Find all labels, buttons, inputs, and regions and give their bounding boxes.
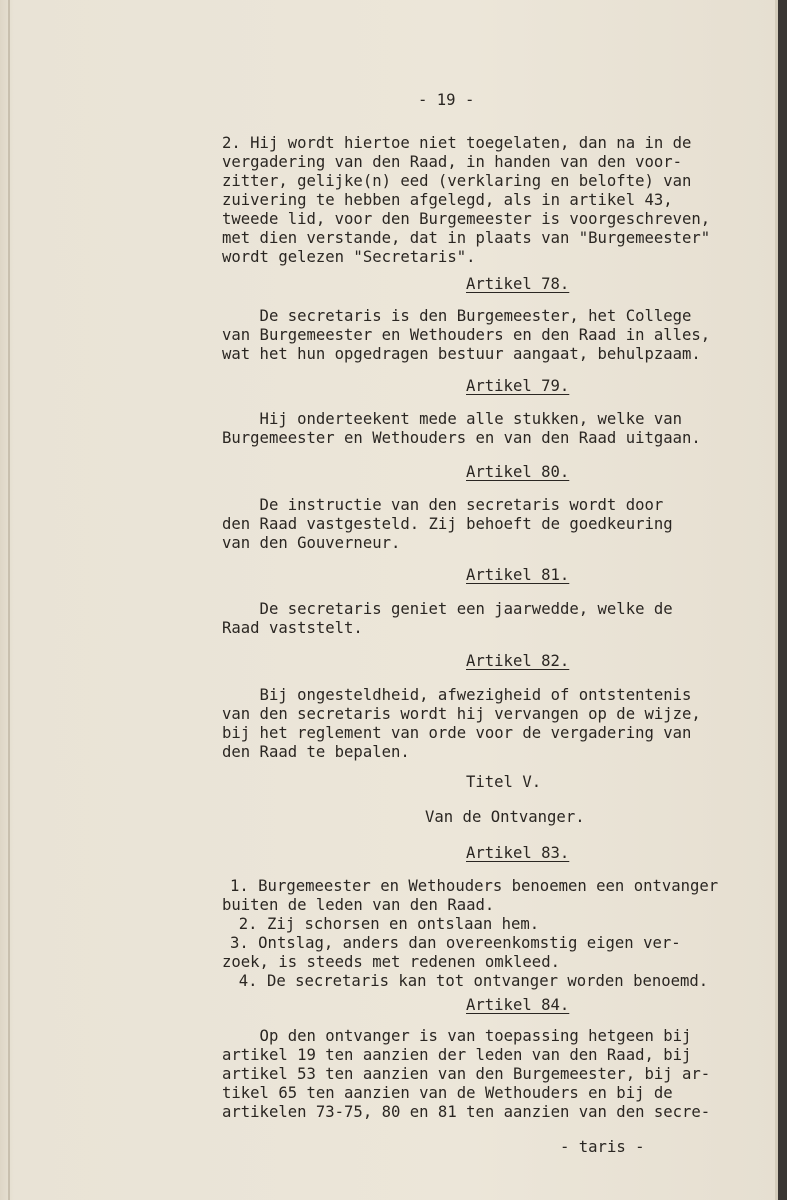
text-line: tikel 65 ten aanzien van de Wethouders en bij de bbox=[222, 1084, 673, 1102]
text-line: met dien verstande, dat in plaats van "Burgemeester" bbox=[222, 229, 711, 247]
article-82-paragraph bbox=[222, 686, 701, 762]
text-line: wat het hun opgedragen bestuur aangaat, behulpzaam. bbox=[222, 345, 701, 363]
section-2-paragraph bbox=[222, 134, 710, 267]
text-line: van den secretaris wordt hij vervangen op de wijze, bbox=[222, 705, 701, 723]
article-84-heading: Artikel 84. bbox=[466, 996, 570, 1014]
text-line: artikelen 73-75, 80 en 81 ten aanzien van den secre- bbox=[222, 1103, 711, 1121]
text-line: 1. Burgemeester en Wethouders benoemen een ontvanger bbox=[230, 877, 719, 895]
title-heading: Titel V. bbox=[466, 773, 542, 791]
text-line: De instructie van den secretaris wordt door bbox=[222, 496, 664, 514]
text-line: De secretaris is den Burgemeester, het College bbox=[222, 307, 692, 325]
page-binding-edge bbox=[8, 0, 10, 1200]
page-number: - 19 - bbox=[418, 91, 475, 109]
article-83-heading: Artikel 83. bbox=[466, 844, 570, 862]
text-line: Raad vaststelt. bbox=[222, 619, 363, 637]
text-line: 3. Ontslag, anders dan overeenkomstig eigen ver- bbox=[230, 934, 681, 952]
text-line: van den Gouverneur. bbox=[222, 534, 401, 552]
article-78-heading: Artikel 78. bbox=[466, 275, 570, 293]
text-line: van Burgemeester en Wethouders en den Raad in alles, bbox=[222, 326, 711, 344]
text-line: zoek, is steeds met redenen omkleed. bbox=[222, 953, 560, 971]
article-82-heading: Artikel 82. bbox=[466, 652, 570, 670]
text-line: Burgemeester en Wethouders en van den Raad uitgaan. bbox=[222, 429, 701, 447]
text-line: zuivering te hebben afgelegd, als in artikel 43, bbox=[222, 191, 673, 209]
text-line: Op den ontvanger is van toepassing hetgeen bij bbox=[222, 1027, 692, 1045]
article-84-paragraph bbox=[222, 1027, 710, 1122]
article-79-heading: Artikel 79. bbox=[466, 377, 570, 395]
text-line: zitter, gelijke(n) eed (verklaring en belofte) van bbox=[222, 172, 692, 190]
text-line: bij het reglement van orde voor de vergadering van bbox=[222, 724, 692, 742]
text-line: 2. Zij schorsen en ontslaan hem. bbox=[220, 915, 540, 933]
text-line: den Raad vastgesteld. Zij behoeft de goedkeuring bbox=[222, 515, 673, 533]
article-79-paragraph bbox=[222, 410, 701, 448]
text-line: artikel 53 ten aanzien van den Burgemeester, bij ar- bbox=[222, 1065, 711, 1083]
catchword-footer: - taris - bbox=[560, 1138, 645, 1156]
text-line: 2. Hij wordt hiertoe niet toegelaten, dan na in de bbox=[222, 134, 692, 152]
text-line: 4. De secretaris kan tot ontvanger worden benoemd. bbox=[220, 972, 709, 990]
page-right-edge bbox=[775, 0, 778, 1200]
text-line: Bij ongesteldheid, afwezigheid of ontstentenis bbox=[222, 686, 692, 704]
text-line: Hij onderteekent mede alle stukken, welke van bbox=[222, 410, 683, 428]
text-line: den Raad te bepalen. bbox=[222, 743, 410, 761]
text-line: buiten de leden van den Raad. bbox=[222, 896, 495, 914]
text-line: artikel 19 ten aanzien der leden van den Raad, bij bbox=[222, 1046, 692, 1064]
title-subheading: Van de Ontvanger. bbox=[425, 808, 585, 826]
article-83-paragraph bbox=[220, 877, 719, 991]
text-line: tweede lid, voor den Burgemeester is voorgeschreven, bbox=[222, 210, 711, 228]
article-80-heading: Artikel 80. bbox=[466, 463, 570, 481]
text-line: vergadering van den Raad, in handen van den voor- bbox=[222, 153, 683, 171]
article-81-heading: Artikel 81. bbox=[466, 566, 570, 584]
article-78-paragraph bbox=[222, 307, 710, 364]
text-line: De secretaris geniet een jaarwedde, welke de bbox=[222, 600, 673, 618]
text-line: wordt gelezen "Secretaris". bbox=[222, 248, 476, 266]
article-80-paragraph bbox=[222, 496, 673, 553]
article-81-paragraph bbox=[222, 600, 673, 638]
